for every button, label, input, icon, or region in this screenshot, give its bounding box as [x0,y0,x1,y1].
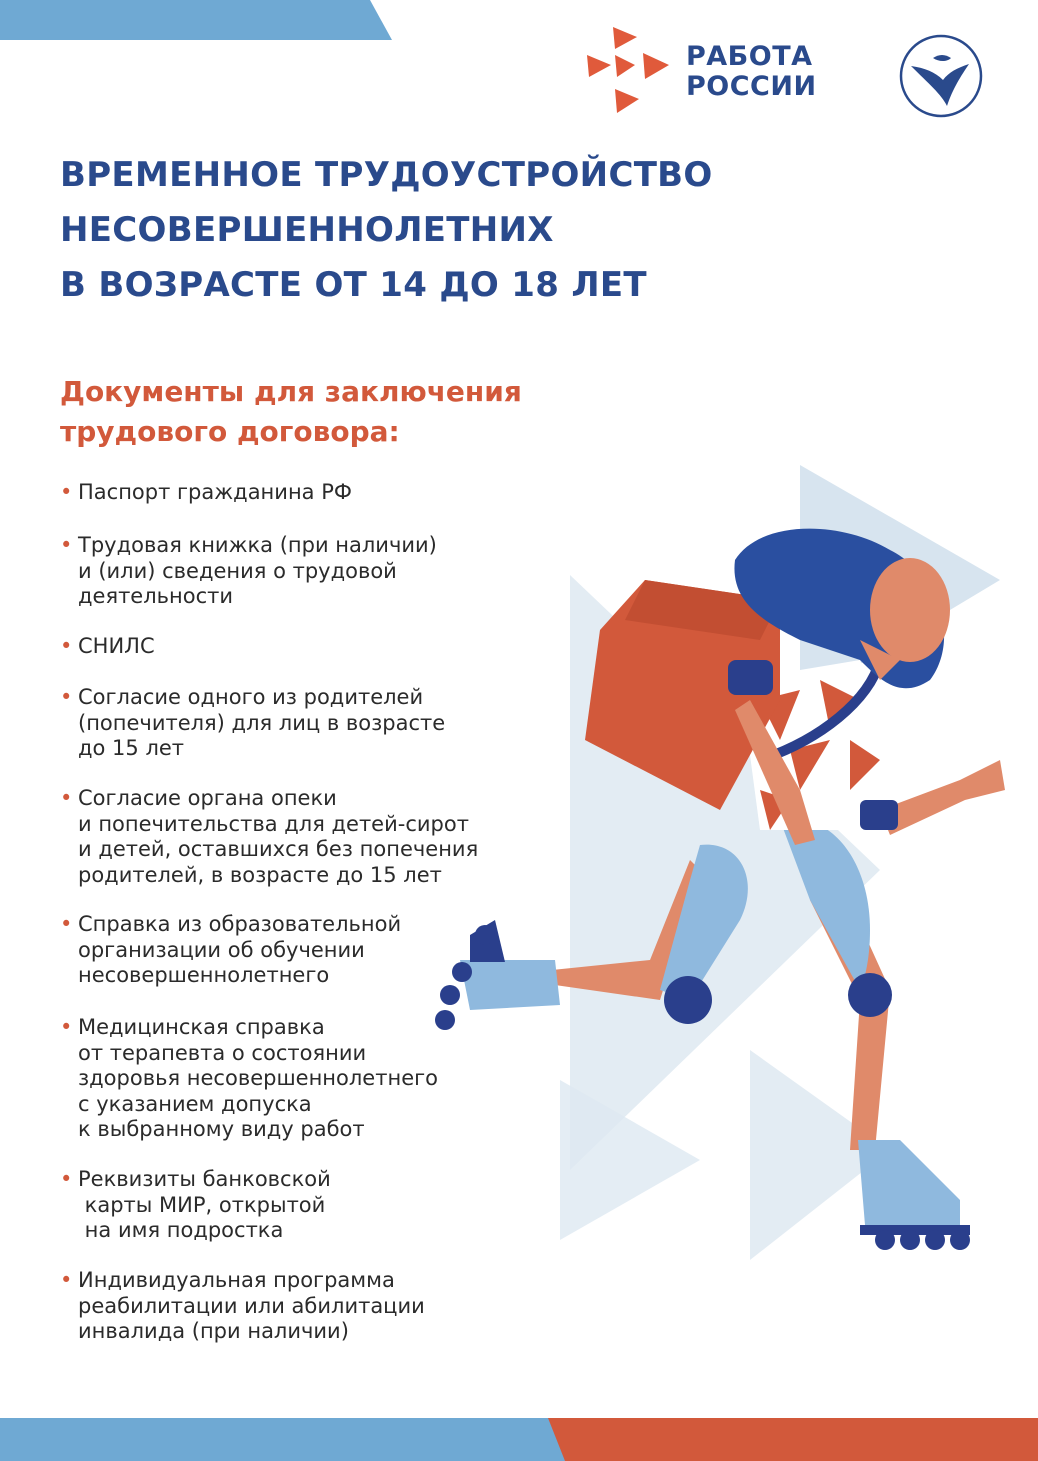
bullet-icon: • [60,1167,73,1191]
list-item-text: Согласие органа опеки и попечительства для детей-сирот и детей, оставшихся без попечения родителей, в возрасте до 15 лет [78,786,479,887]
bullet-icon: • [60,480,73,504]
bullet-icon: • [60,685,73,709]
top-decor-band [0,0,392,40]
bullet-icon: • [60,1268,73,1292]
bottom-decor-band [0,1412,1038,1461]
bullet-icon: • [60,912,73,936]
title-line2: НЕСОВЕРШЕННОЛЕТНИХ [60,210,554,250]
rabota-rossii-logo-icon [585,25,675,115]
rabota-rossii-wordmark [686,42,817,102]
bullet-icon: • [60,786,73,810]
page-title [60,148,820,313]
logo-line2: РОССИИ [686,71,817,102]
list-item-text: Трудовая книжка (при наличии) и (или) сведения о трудовой деятельности [78,533,437,608]
logo-line1: РАБОТА [686,41,813,72]
title-line1: ВРЕМЕННОЕ ТРУДОУСТРОЙСТВО [60,155,713,195]
list-item-text: Паспорт гражданина РФ [78,480,352,504]
girl-rollerskating-illustration-icon [420,455,1020,1285]
subtitle-line2: трудового договора: [60,415,400,448]
bullet-icon: • [60,634,73,658]
list-item-text: Согласие одного из родителей (попечителя) для лиц в возрасте до 15 лет [78,685,446,760]
list-item-text: Медицинская справка от терапевта о состоянии здоровья несовершеннолетнего с указанием допуска к выбранному виду работ [78,1015,438,1141]
section-heading [60,372,680,452]
sluzhba-zanyatosti-logo-icon [895,28,987,120]
list-item-text: Реквизиты банковской карты МИР, открытой на имя подростка [78,1167,331,1242]
bullet-icon: • [60,533,73,557]
list-item-text: Индивидуальная программа реабилитации или абилитации инвалида (при наличии) [78,1268,425,1343]
list-item-text: СНИЛС [78,634,155,658]
bullet-icon: • [60,1015,73,1039]
subtitle-line1: Документы для заключения [60,375,522,408]
list-item-text: Справка из образовательной организации об обучении несовершеннолетнего [78,912,402,987]
title-line3: В ВОЗРАСТЕ ОТ 14 ДО 18 ЛЕТ [60,265,647,305]
